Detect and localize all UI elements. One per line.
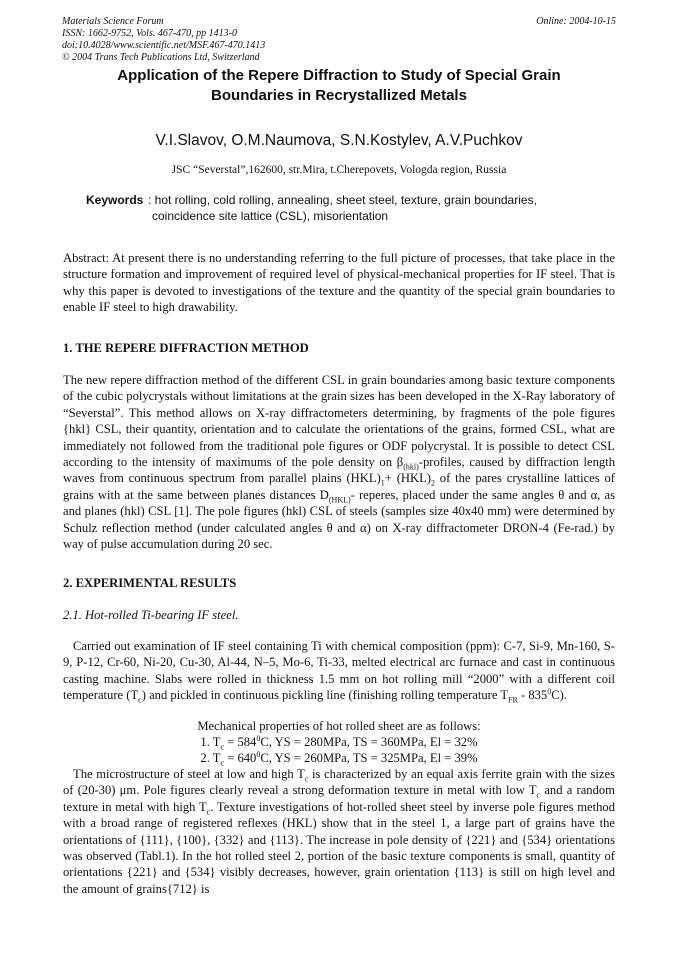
affiliation: JSC “Severstal”,162600, str.Mira, t.Cherepovets, Vologda region, Russia — [171, 164, 507, 176]
section-heading-1: 1. THE REPERE DIFFRACTION METHOD — [63, 341, 309, 355]
s1-sub-2: 2 — [430, 478, 435, 488]
prop2-n: 2. T — [200, 751, 221, 765]
s21-text-3: - 835 — [517, 688, 548, 703]
prop2-sup: 0 — [256, 749, 261, 759]
s1-sub-HKL: (HKL) — [328, 495, 351, 505]
s1-sub-hkl: (hkl) — [403, 462, 419, 472]
prop1-n: 1. T — [200, 735, 221, 749]
subsection-heading-2-1: 2.1. Hot-rolled Ti-bearing IF steel. — [63, 608, 239, 622]
journal-header — [62, 16, 616, 64]
s22-text-3: and a random texture in metal with high T — [63, 783, 615, 814]
paper-title — [62, 66, 616, 106]
prop1-sup: 0 — [256, 733, 261, 743]
paper-title-line-1: Application of the Repere Diffraction to Study of Special Grain — [117, 67, 561, 84]
journal-name: Materials Science Forum — [62, 16, 164, 27]
keywords-label — [86, 192, 143, 208]
s1-text-3: + (HKL) — [384, 471, 431, 486]
keywords-label-text: Keywords — [86, 193, 144, 207]
keywords-text — [148, 192, 612, 224]
journal-issn: ISSN: 1662-9752, Vols. 467-470, pp 1413-0 — [62, 28, 237, 39]
s22-sub-c2: c — [536, 790, 541, 800]
keywords-line-1: : hot rolling, cold rolling, annealing, sheet steel, texture, grain boundaries, — [148, 193, 537, 207]
s22-sub-c1: c — [304, 774, 309, 784]
section-1-paragraph — [63, 372, 615, 552]
section-2-1-microstructure-paragraph — [63, 766, 615, 897]
s1-text-4: of the pares crystalline lattices of grains with at the same between planes distances D — [63, 471, 615, 502]
s21-text-1: Carried out examination of IF steel containing Ti with chemical composition (ppm): C-7, Si-9, Mn-160, S-9, P-12, Cr-60, Ni-20, Cu-30, Al-44, N–5, Mo-6, Ti-33, melted electrical arc furnace and cast in continuous casting machine. Slabs were rolled in thickness 1.5 mm on hot rolling mill “2000” with a different coil temperature (T — [63, 639, 615, 703]
s1-text-5: - reperes, placed under the same angles θ and α, as and planes (hkl) CSL [1]. The pole figures (hkl) CSL of steels (samples size 40x40 mm) were determined by Schulz reflection method (under calculated angles θ and α) on X-ray diffractometer DRON-4 (Fe-rad.) by way of pulse accumulation during 20 sec. — [63, 487, 616, 552]
s21-text-2: ) and pickled in continuous pickling line (finishing rolling temperature T — [141, 688, 509, 703]
section-heading-2: 2. EXPERIMENTAL RESULTS — [63, 576, 237, 590]
s21-sub-FR: FR — [508, 695, 518, 705]
journal-doi: doi:10.4028/www.scientific.net/MSF.467-470.1413 — [62, 40, 266, 51]
s22-text-1: The microstructure of steel at low and high T — [73, 767, 305, 781]
s21-sub-c: c — [138, 695, 142, 705]
keywords-line-2: coincidence site lattice (CSL), misorientation — [152, 209, 389, 223]
abstract: Abstract: At present there is no understanding referring to the full picture of processes, that take place in the structure formation and improvement of required level of physical-mechanical properties for IF steel. That is why this paper is devoted to investigations of the texture and the quantity of the special grain boundaries to enable IF steel to high drawability. — [63, 251, 615, 315]
s1-sub-1: 1 — [380, 478, 385, 488]
s21-sup-0: 0 — [547, 687, 552, 697]
properties-intro: Mechanical properties of hot rolled sheet are as follows: — [197, 719, 481, 733]
journal-copyright: © 2004 Trans Tech Publications Ltd, Switzerland — [62, 52, 260, 63]
paper-title-line-2: Boundaries in Recrystallized Metals — [211, 87, 467, 104]
properties-item-1 — [63, 734, 615, 750]
s1-text-2: -profiles, caused by diffraction length waves from continuous spectrum from parallel plains (HKL) — [63, 455, 615, 486]
prop2-rest: C, YS = 260MPa, TS = 325MPa, El = 39% — [260, 751, 478, 765]
s22-sub-c3: c — [206, 807, 211, 817]
s22-text-4: . Texture investigations of hot-rolled sheet steel by inverse pole figures method with a broad range of registered reflexes (HKL) show that in the steel 1, a large part of grains have the orientations of {111}, {100}, {332} and {113}. The increase in pole density of {221} and {534} orientations was observed (Tabl.1). In the hot rolled steel 2, portion of the basic texture components is small, quantity of orientations {221} and {534} visibly decreases, however, grain orientation {113} is still on high level and the amount of grains{712} is — [63, 799, 615, 896]
section-2-1-paragraph — [63, 638, 615, 704]
prop1-eq: = 584 — [224, 735, 257, 749]
prop1-rest: C, YS = 280MPa, TS = 360MPa, El = 32% — [260, 735, 478, 749]
s21-text-4: C). — [551, 688, 567, 703]
author-list: V.I.Slavov, O.M.Naumova, S.N.Kostylev, A.V.Puchkov — [155, 132, 523, 149]
prop2-eq: = 640 — [224, 751, 257, 765]
properties-item-2 — [63, 750, 615, 766]
prop2-sub: c — [220, 758, 225, 768]
s1-text-1: The new repere diffraction method of the different CSL in grain boundaries among basic texture components of the cubic polycrystals without limitations at the grain sizes has been developed in the X-Ray laboratory of “Severstal”. This method allows on X-ray diffractometers determining, by fragments of the pole figures {hkl} CSL, their quantity, orientation and to calculate the orientations of the grains, formed CSL, what are immediately not followed from the traditional pole figures or ODF polycrystal. It is possible to detect CSL according to the intensity of maximums of the pole density on β — [63, 373, 615, 470]
s22-text-2: is characterized by an equal axis ferrite grain with the sizes of (20-30) μm. Pole figures clearly reveal a strong deformation texture in metal with low T — [63, 767, 615, 798]
prop1-sub: c — [220, 742, 225, 752]
online-date: Online: 2004-10-15 — [536, 16, 616, 27]
